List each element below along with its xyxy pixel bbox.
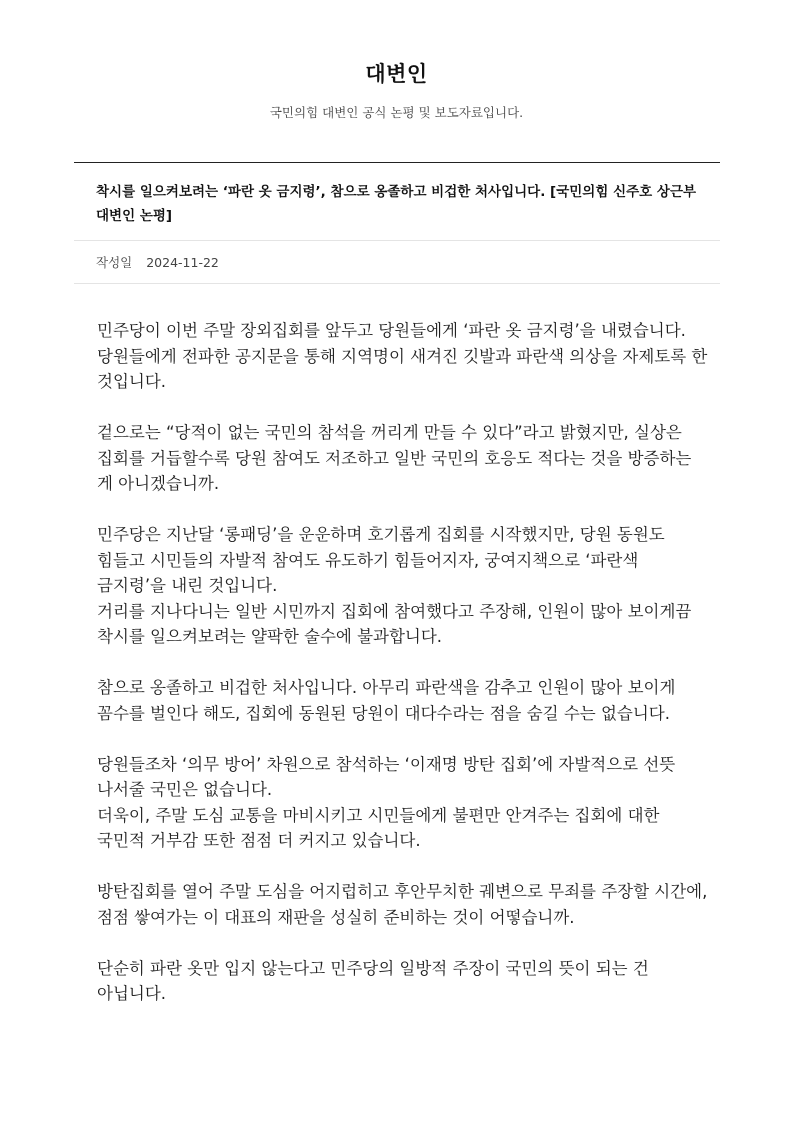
site-subtitle: 국민의힘 대변인 공식 논평 및 보도자료입니다. [269,105,524,120]
body-line: 단순히 파란 옷만 입지 않는다고 민주당의 일방적 주장이 국민의 뜻이 되는 건 아닙니다. [97,958,649,1003]
article-title: 착시를 일으켜보려는 ‘파란 옷 금지령’, 참으로 옹졸하고 비겁한 처사입니다. [국민의힘 신주호 상근부대변인 논평] [96,184,697,224]
body-paragraph [97,879,709,930]
article-date: 2024-11-22 [146,255,219,270]
body-line: 민주당이 이번 주말 장외집회를 앞두고 당원들에게 ‘파란 옷 금지령’을 내렸습니다. [97,321,686,340]
article-body [97,318,709,1032]
header-divider [74,162,720,163]
body-paragraph [97,675,709,726]
body-line: 민주당은 지난달 ‘롱패딩’을 운운하며 호기롭게 집회를 시작했지만, 당원 동원도 힘들고 시민들의 자발적 참여도 유도하기 힘들어지자, 궁여지책으로 ‘파란색 금지령’을 내린 것입니다. [97,525,665,595]
body-line: 거리를 지나다니는 일반 시민까지 집회에 참여했다고 주장해, 인원이 많아 보이게끔 착시를 일으켜보려는 얄팍한 술수에 불과합니다. [97,601,692,646]
body-paragraph [97,752,709,854]
body-line: 겉으로는 “당적이 없는 국민의 참석을 꺼리게 만들 수 있다”라고 밝혔지만, 실상은 집회를 거듭할수록 당원 참여도 저조하고 일반 국민의 호응도 적다는 것을 방증하는 게 아니겠습니까. [97,423,692,493]
body-line: 더욱이, 주말 도심 교통을 마비시키고 시민들에게 불편만 안겨주는 집회에 대한 국민적 거부감 또한 점점 더 커지고 있습니다. [97,805,660,850]
body-line: 참으로 옹졸하고 비겁한 처사입니다. 아무리 파란색을 감추고 인원이 많아 보이게 꼼수를 벌인다 해도, 집회에 동원된 당원이 대다수라는 점을 숨길 수는 없습니다. [97,678,676,723]
body-paragraph [97,420,709,497]
body-line: 당원들조차 ‘의무 방어’ 차원으로 참석하는 ‘이재명 방탄 집회’에 자발적으로 선뜻 나서줄 국민은 없습니다. [97,754,676,799]
body-paragraph [97,522,709,650]
body-line: 당원들에게 전파한 공지문을 통해 지역명이 새겨진 깃발과 파란색 의상을 자제토록 한 것입니다. [97,346,708,391]
body-paragraph [97,318,709,395]
body-line: 방탄집회를 열어 주말 도심을 어지럽히고 후안무치한 궤변으로 무죄를 주장할 시간에, 점점 쌓여가는 이 대표의 재판을 성실히 준비하는 것이 어떻습니까. [97,882,708,927]
title-divider [74,240,720,241]
site-title: 대변인 [365,62,428,86]
date-label: 작성일 [96,255,133,270]
article-meta [96,253,219,271]
meta-divider [74,283,720,284]
body-paragraph [97,956,709,1007]
